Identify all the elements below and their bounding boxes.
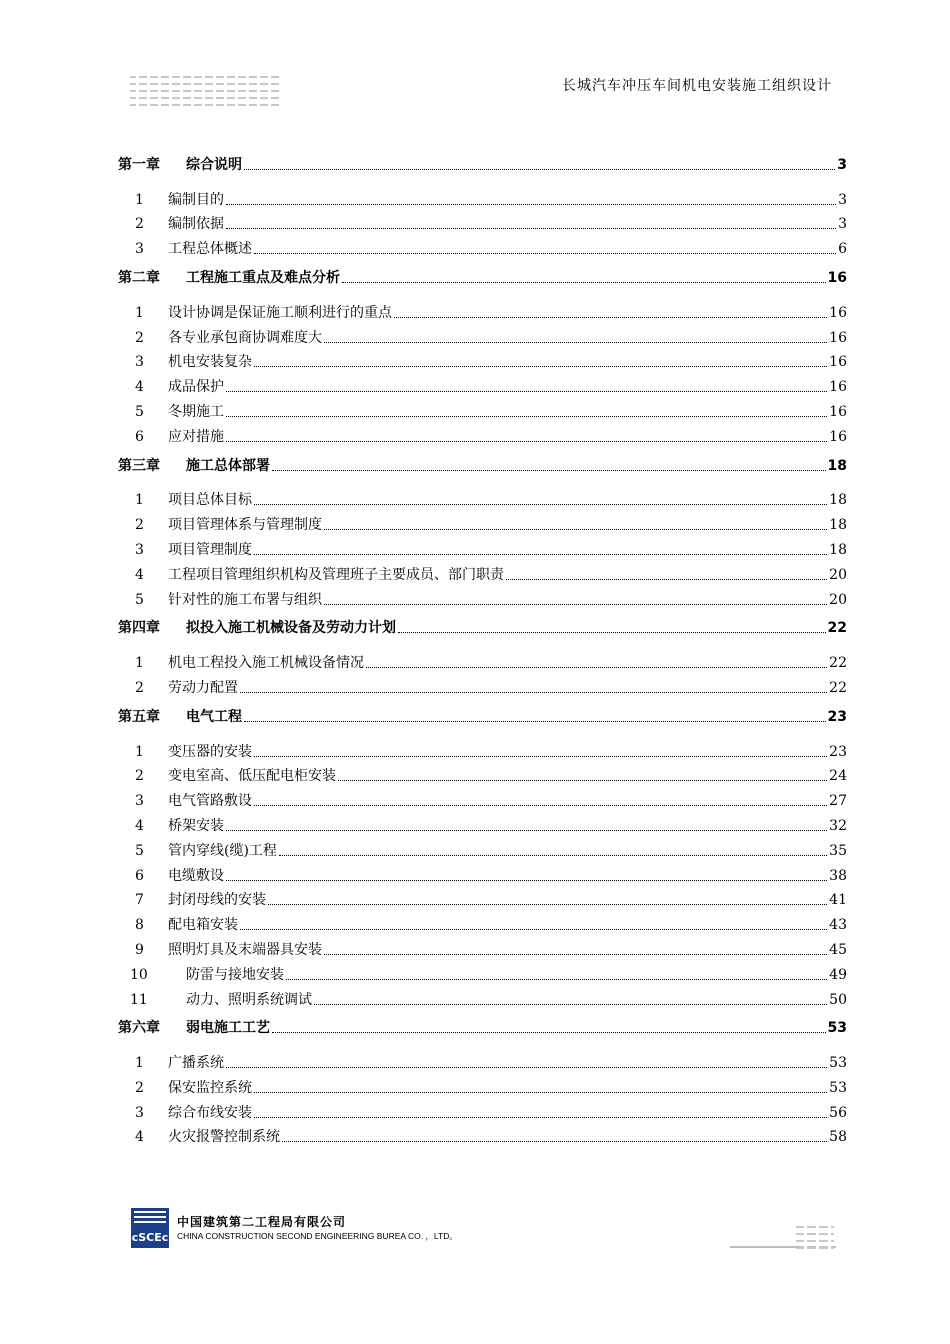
toc-leader-dots (244, 721, 826, 722)
toc-leader-dots (226, 391, 827, 392)
toc-number: 第三章 (118, 457, 160, 474)
toc-chapter-row[interactable] (118, 261, 847, 286)
toc-item-row[interactable] (118, 884, 847, 909)
toc-title: 项目管理体系与管理制度 (168, 517, 322, 534)
toc-title: 编制目的 (168, 191, 224, 208)
toc-title: 桥架安装 (168, 817, 224, 834)
toc-number: 1 (135, 492, 144, 509)
toc-title: 编制依据 (168, 216, 224, 233)
toc-page-number: 45 (829, 941, 847, 958)
toc-page-number: 23 (829, 743, 847, 760)
toc-number: 5 (135, 842, 144, 859)
toc-title: 劳动力配置 (168, 679, 238, 696)
toc-leader-dots (226, 204, 836, 205)
toc-title: 应对措施 (168, 428, 224, 445)
toc-title: 电缆敷设 (168, 867, 224, 884)
toc-leader-dots (226, 830, 827, 831)
toc-number: 3 (135, 354, 144, 371)
toc-item-row[interactable] (118, 1046, 847, 1071)
toc-title: 冬期施工 (168, 403, 224, 420)
toc-title: 照明灯具及末端器具安装 (168, 941, 322, 958)
toc-leader-dots (272, 1032, 826, 1033)
toc-title: 变电室高、低压配电柜安装 (168, 768, 336, 785)
toc-item-row[interactable] (118, 508, 847, 533)
toc-page-number: 16 (829, 379, 847, 396)
toc-leader-dots (338, 780, 827, 781)
toc-page-number: 3 (838, 216, 847, 233)
toc-title: 保安监控系统 (168, 1079, 252, 1096)
toc-title: 设计协调是保证施工顺利进行的重点 (168, 304, 392, 321)
toc-leader-dots (324, 529, 827, 530)
toc-leader-dots (324, 954, 827, 955)
toc-leader-dots (244, 169, 835, 170)
toc-number: 4 (135, 566, 144, 583)
toc-item-row[interactable] (118, 583, 847, 608)
toc-item-row[interactable] (118, 1071, 847, 1096)
toc-chapter-row[interactable] (118, 1012, 847, 1037)
toc-item-row[interactable] (118, 346, 847, 371)
document-header-title: 长城汽车冲压车间机电安装施工组织设计 (562, 78, 832, 94)
toc-number: 3 (135, 793, 144, 810)
toc-leader-dots (254, 554, 827, 555)
toc-page-number: 22 (829, 679, 847, 696)
toc-number: 2 (135, 329, 144, 346)
toc-number: 4 (135, 1129, 144, 1146)
toc-item-row[interactable] (118, 1121, 847, 1146)
toc-page-number: 16 (829, 428, 847, 445)
toc-title: 拟投入施工机械设备及劳动力计划 (186, 620, 396, 637)
toc-leader-dots (324, 604, 827, 605)
toc-title: 封闭母线的安装 (168, 892, 266, 909)
toc-number: 2 (135, 679, 144, 696)
toc-item-row[interactable] (118, 558, 847, 583)
toc-item-row[interactable] (118, 958, 847, 983)
toc-title: 项目总体目标 (168, 492, 252, 509)
toc-item-row[interactable] (118, 983, 847, 1008)
toc-title: 配电箱安装 (168, 917, 238, 934)
toc-item-row[interactable] (118, 834, 847, 859)
toc-page-number: 18 (829, 492, 847, 509)
toc-number: 4 (135, 379, 144, 396)
toc-leader-dots (226, 441, 827, 442)
toc-leader-dots (279, 855, 827, 856)
toc-chapter-row[interactable] (118, 700, 847, 725)
toc-page-number: 3 (838, 191, 847, 208)
toc-item-row[interactable] (118, 296, 847, 321)
toc-page-number: 18 (829, 541, 847, 558)
toc-title: 电气工程 (186, 708, 242, 725)
toc-title: 成品保护 (168, 379, 224, 396)
toc-number: 1 (135, 655, 144, 672)
toc-title: 项目管理制度 (168, 541, 252, 558)
toc-title: 综合说明 (186, 156, 242, 173)
toc-number: 3 (135, 1104, 144, 1121)
toc-page-number: 38 (829, 867, 847, 884)
toc-leader-dots (282, 1141, 827, 1142)
toc-leader-dots (342, 282, 826, 283)
toc-item-row[interactable] (118, 370, 847, 395)
toc-page-number: 53 (827, 1020, 847, 1037)
toc-leader-dots (314, 1004, 827, 1005)
toc-leader-dots (268, 904, 827, 905)
toc-number: 第六章 (118, 1020, 160, 1037)
toc-leader-dots (254, 1092, 827, 1093)
toc-leader-dots (226, 880, 827, 881)
toc-page-number: 32 (829, 817, 847, 834)
header-decorative-pattern (130, 76, 282, 106)
toc-leader-dots (286, 979, 827, 980)
toc-number: 10 (130, 966, 148, 983)
toc-number: 2 (135, 768, 144, 785)
toc-page-number: 49 (829, 966, 847, 983)
toc-item-row[interactable] (118, 1096, 847, 1121)
toc-page-number: 22 (827, 620, 847, 637)
toc-title: 施工总体部署 (186, 457, 270, 474)
toc-page-number: 6 (838, 241, 847, 258)
toc-page-number: 16 (829, 354, 847, 371)
toc-leader-dots (394, 317, 827, 318)
toc-item-row[interactable] (118, 395, 847, 420)
toc-page-number: 53 (829, 1079, 847, 1096)
toc-title: 机电工程投入施工机械设备情况 (168, 655, 364, 672)
toc-number: 6 (135, 428, 144, 445)
toc-page-number: 16 (827, 269, 847, 286)
toc-title: 动力、照明系统调试 (186, 991, 312, 1008)
toc-leader-dots (226, 416, 827, 417)
toc-chapter-row[interactable] (118, 612, 847, 637)
toc-number: 第二章 (118, 269, 160, 286)
toc-leader-dots (254, 805, 827, 806)
toc-item-row[interactable] (118, 671, 847, 696)
toc-item-row[interactable] (118, 933, 847, 958)
toc-leader-dots (254, 366, 827, 367)
toc-leader-dots (272, 470, 826, 471)
toc-number: 2 (135, 517, 144, 534)
toc-leader-dots (254, 253, 836, 254)
toc-leader-dots (240, 692, 827, 693)
toc-title: 广播系统 (168, 1055, 224, 1072)
company-name-en: CHINA CONSTRUCTION SECOND ENGINEERING BUREA CO. ，LTD。 (177, 1231, 458, 1241)
toc-number: 5 (135, 591, 144, 608)
toc-page-number: 20 (829, 566, 847, 583)
toc-page-number: 20 (829, 591, 847, 608)
toc-item-row[interactable] (118, 760, 847, 785)
toc-chapter-row[interactable] (118, 148, 847, 173)
toc-leader-dots (254, 1117, 827, 1118)
toc-leader-dots (254, 504, 827, 505)
toc-number: 1 (135, 191, 144, 208)
toc-item-row[interactable] (118, 533, 847, 558)
toc-title: 火灾报警控制系统 (168, 1129, 280, 1146)
footer-decorative-pattern (730, 1222, 836, 1254)
toc-page-number: 16 (829, 403, 847, 420)
toc-title: 变压器的安装 (168, 743, 252, 760)
toc-title: 管内穿线(缆)工程 (168, 842, 277, 859)
toc-number: 9 (135, 941, 144, 958)
toc-number: 2 (135, 1079, 144, 1096)
toc-leader-dots (398, 632, 826, 633)
toc-title: 电气管路敷设 (168, 793, 252, 810)
toc-page-number: 23 (827, 708, 847, 725)
company-logo (131, 1208, 169, 1248)
toc-leader-dots (324, 342, 827, 343)
toc-leader-dots (240, 929, 827, 930)
toc-number: 3 (135, 541, 144, 558)
toc-number: 6 (135, 867, 144, 884)
toc-page-number: 53 (829, 1055, 847, 1072)
toc-number: 8 (135, 917, 144, 934)
toc-item-row[interactable] (118, 183, 847, 208)
toc-page-number: 22 (829, 655, 847, 672)
toc-leader-dots (366, 667, 827, 668)
toc-page-number: 18 (827, 457, 847, 474)
toc-item-row[interactable] (118, 484, 847, 509)
toc-number: 1 (135, 1055, 144, 1072)
toc-page-number: 3 (837, 156, 847, 173)
toc-leader-dots (254, 756, 827, 757)
toc-item-row[interactable] (118, 420, 847, 445)
toc-page-number: 16 (829, 329, 847, 346)
toc-number: 11 (130, 991, 148, 1008)
toc-page-number: 58 (829, 1129, 847, 1146)
toc-title: 工程总体概述 (168, 241, 252, 258)
toc-title: 机电安装复杂 (168, 354, 252, 371)
toc-number: 1 (135, 743, 144, 760)
toc-number: 4 (135, 817, 144, 834)
toc-item-row[interactable] (118, 735, 847, 760)
toc-item-row[interactable] (118, 321, 847, 346)
toc-title: 各专业承包商协调难度大 (168, 329, 322, 346)
toc-title: 针对性的施工布署与组织 (168, 591, 322, 608)
toc-leader-dots (226, 1067, 827, 1068)
toc-number: 2 (135, 216, 144, 233)
table-of-contents (118, 144, 847, 1145)
toc-number: 3 (135, 241, 144, 258)
logo-text: cSCEc (131, 1231, 169, 1244)
toc-page-number: 56 (829, 1104, 847, 1121)
toc-title: 工程施工重点及难点分析 (186, 269, 340, 286)
toc-page-number: 41 (829, 892, 847, 909)
toc-page-number: 43 (829, 917, 847, 934)
toc-title: 综合布线安装 (168, 1104, 252, 1121)
toc-number: 第一章 (118, 156, 160, 173)
toc-chapter-row[interactable] (118, 449, 847, 474)
toc-number: 第五章 (118, 708, 160, 725)
toc-page-number: 16 (829, 304, 847, 321)
company-name-cn: 中国建筑第二工程局有限公司 (177, 1215, 347, 1229)
toc-title: 工程项目管理组织机构及管理班子主要成员、部门职责 (168, 566, 504, 583)
toc-number: 5 (135, 403, 144, 420)
toc-item-row[interactable] (118, 232, 847, 257)
toc-page-number: 50 (829, 991, 847, 1008)
toc-title: 弱电施工工艺 (186, 1020, 270, 1037)
toc-item-row[interactable] (118, 809, 847, 834)
toc-number: 1 (135, 304, 144, 321)
toc-leader-dots (226, 228, 836, 229)
toc-item-row[interactable] (118, 784, 847, 809)
toc-leader-dots (506, 579, 827, 580)
toc-page-number: 35 (829, 842, 847, 859)
toc-page-number: 18 (829, 517, 847, 534)
toc-number: 第四章 (118, 620, 160, 637)
toc-item-row[interactable] (118, 859, 847, 884)
toc-page-number: 27 (829, 793, 847, 810)
toc-item-row[interactable] (118, 208, 847, 233)
toc-item-row[interactable] (118, 646, 847, 671)
toc-page-number: 24 (829, 768, 847, 785)
toc-item-row[interactable] (118, 908, 847, 933)
toc-title: 防雷与接地安装 (186, 966, 284, 983)
toc-number: 7 (135, 892, 144, 909)
